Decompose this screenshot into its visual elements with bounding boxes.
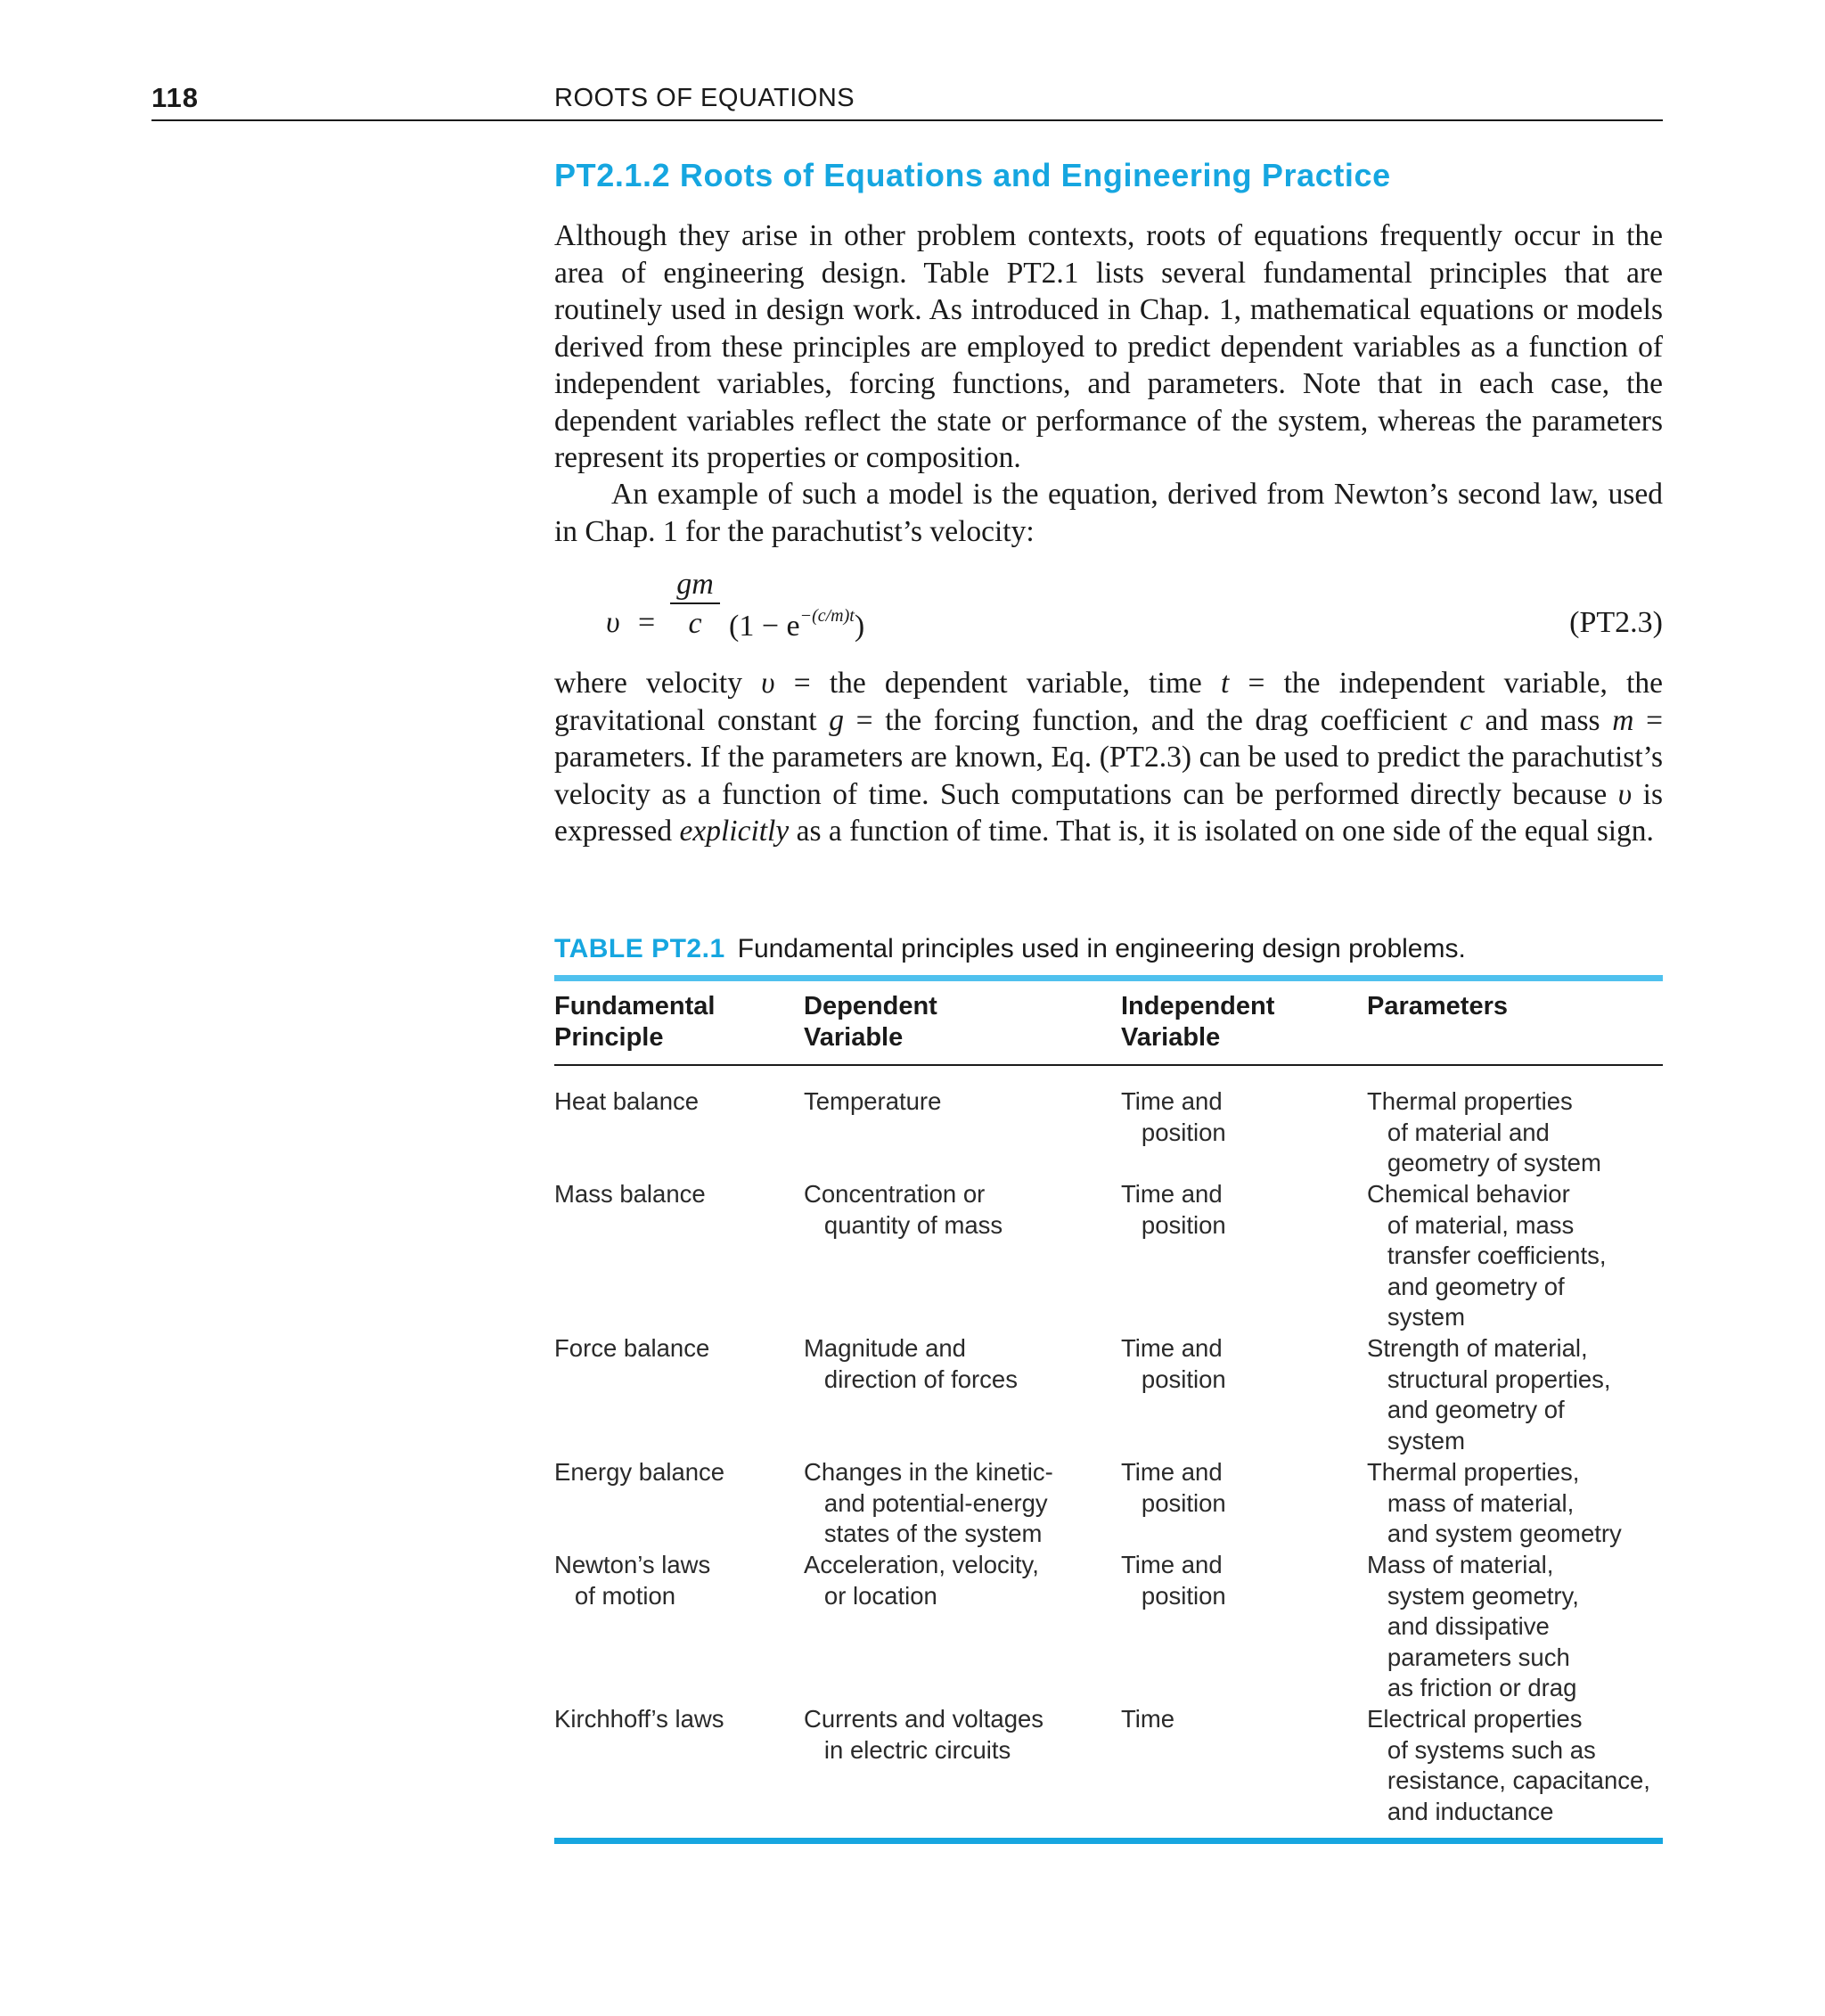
cell-principle: Heat balance (554, 1087, 700, 1115)
header-independent-variable: Independent Variable (1121, 992, 1275, 1052)
fraction-numerator: gm (670, 567, 720, 604)
chapter-title: ROOTS OF EQUATIONS (554, 84, 855, 112)
p3-text-f: = parameters. If the parameters are known, Eq. (PT2.3) can be used to predict the parachutist’s velocity as a function of time. Such computations can be performed directly because (554, 703, 1663, 811)
cell-dependent: Magnitude and direction of forces (804, 1334, 1018, 1393)
var-v-2: υ (1617, 777, 1633, 811)
table-top-rule (554, 975, 1663, 981)
p3-text-d: = the forcing function, and the drag coefficient (844, 703, 1460, 737)
equation-number: (PT2.3) (1569, 606, 1663, 639)
running-head (151, 82, 1663, 121)
p3-text-e: and mass (1472, 703, 1613, 737)
table-header-rule (554, 1064, 1663, 1066)
cell-dependent: Changes in the kinetic- and potential-energy states of the system (804, 1458, 1053, 1548)
paragraph-intro: Although they arise in other problem contexts, roots of equations frequently occur in the area of engineering design. Table PT2.1 lists several fundamental principles that are routinely used in design work. As introduced in Chap. 1, mathematical equations or models derived from these principles are employed to predict dependent variables as a function of independent variables, forcing functions, and parameters. Note that in each case, the dependent variables reflect the state or performance of the system, whereas the parameters represent its properties or composition. (554, 219, 1663, 474)
var-g: g (829, 703, 845, 737)
table-caption (554, 934, 1663, 964)
table-bottom-rule (554, 1838, 1663, 1844)
cell-parameters: Thermal properties, mass of material, and system geometry (1367, 1458, 1622, 1548)
cell-parameters: Chemical behavior of material, mass transfer coefficients, and geometry of system (1367, 1180, 1607, 1332)
equation-body-text: (1 − e (729, 610, 800, 643)
paragraph-explanation (554, 665, 1663, 850)
cell-independent: Time and position (1121, 1334, 1226, 1393)
cell-dependent: Concentration or quantity of mass (804, 1180, 1003, 1239)
equation-pt2-3 (606, 567, 1663, 647)
cell-principle: Kirchhoff’s laws (554, 1705, 724, 1733)
section-heading: PT2.1.2 Roots of Equations and Engineering Practice (554, 157, 1391, 193)
header-parameters: Parameters (1367, 992, 1508, 1020)
table-caption-text: Fundamental principles used in engineering design problems. (737, 934, 1466, 963)
p3-text-h: as a function of time. That is, it is isolated on one side of the equal sign. (789, 815, 1654, 848)
equation-fraction (670, 567, 720, 643)
equation-equals: = (638, 606, 656, 639)
p3-text-b: = the dependent variable, time (774, 667, 1221, 700)
cell-principle: Newton’s laws of motion (554, 1551, 711, 1610)
cell-dependent: Temperature (804, 1087, 942, 1115)
cell-independent: Time and position (1121, 1180, 1226, 1239)
table-caption-label: TABLE PT2.1 (554, 934, 725, 963)
emphasis-explicitly: explicitly (679, 815, 790, 848)
equation-body (729, 606, 864, 643)
var-t: t (1220, 667, 1230, 700)
cell-principle: Force balance (554, 1334, 710, 1362)
table-header (0, 991, 1825, 1062)
cell-independent: Time and position (1121, 1087, 1226, 1146)
cell-parameters: Mass of material, system geometry, and dissipative parameters such as friction or drag (1367, 1551, 1579, 1702)
p3-text-a: where velocity (554, 667, 762, 700)
header-fundamental-principle: Fundamental Principle (554, 992, 716, 1052)
cell-parameters: Thermal properties of material and geometry of system (1367, 1087, 1601, 1177)
fraction-denominator: c (688, 607, 702, 640)
p3-text-g: is expressed (554, 777, 1663, 848)
cell-dependent: Acceleration, velocity, or location (804, 1551, 1039, 1610)
cell-parameters: Strength of material, structural properties, and geometry of system (1367, 1334, 1611, 1455)
cell-dependent: Currents and voltages in electric circuits (804, 1705, 1044, 1764)
equation-lhs: υ (606, 606, 620, 639)
header-dependent-variable: Dependent Variable (804, 992, 937, 1052)
p3-text-c: = the independent variable, the gravitational constant (554, 667, 1663, 737)
paragraph-example: An example of such a model is the equation, derived from Newton’s second law, used in Chap. 1 for the parachutist’s velocity: (554, 478, 1663, 548)
equation-exponent: −(c/m)t (799, 606, 855, 626)
equation-close: ) (854, 610, 865, 643)
cell-independent: Time and position (1121, 1458, 1226, 1517)
var-c: c (1459, 703, 1473, 737)
cell-principle: Energy balance (554, 1458, 725, 1486)
cell-independent: Time (1121, 1705, 1175, 1733)
cell-parameters: Electrical properties of systems such as resistance, capacitance, and inductance (1367, 1705, 1650, 1825)
var-m: m (1612, 703, 1634, 737)
cell-independent: Time and position (1121, 1551, 1226, 1610)
page-number: 118 (151, 82, 200, 113)
cell-principle: Mass balance (554, 1180, 706, 1208)
var-v: υ (761, 667, 775, 700)
